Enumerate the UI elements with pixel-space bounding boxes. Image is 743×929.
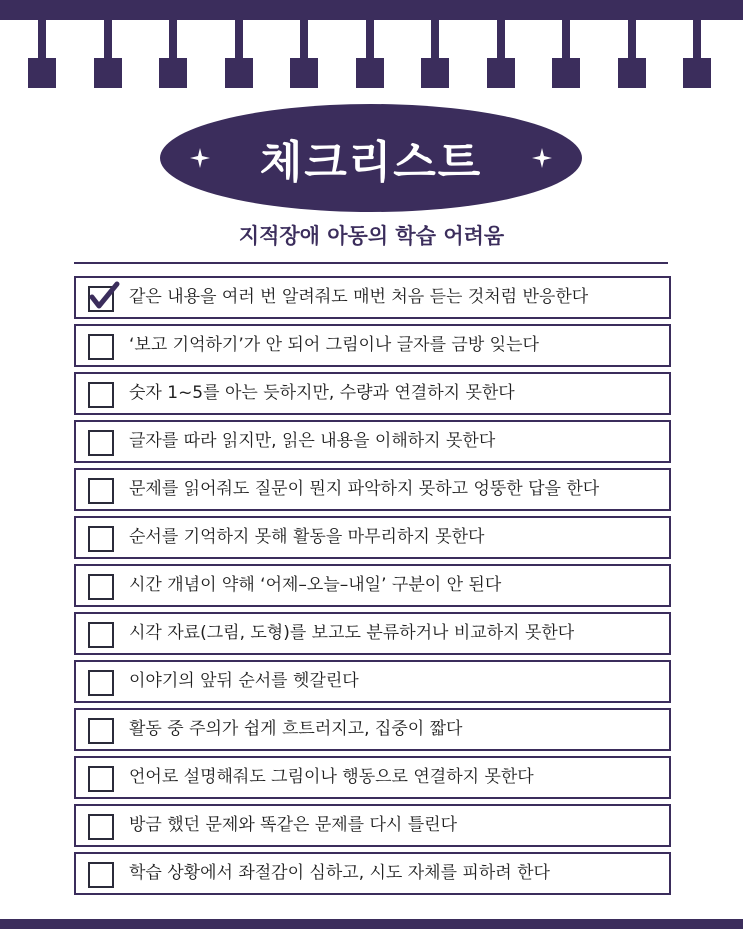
checklist-item[interactable] bbox=[74, 756, 671, 799]
checklist-item-label: 순서를 기억하지 못해 활동을 마무리하지 못한다 bbox=[129, 527, 485, 547]
checklist-item[interactable] bbox=[74, 420, 671, 463]
checkbox[interactable] bbox=[88, 814, 114, 840]
sparkle-icon bbox=[532, 148, 552, 168]
checklist-item[interactable] bbox=[74, 276, 671, 319]
checklist-item-label: 학습 상황에서 좌절감이 심하고, 시도 자체를 피하려 한다 bbox=[129, 863, 550, 883]
peg-decoration bbox=[290, 18, 318, 88]
checklist-item-label: 시각 자료(그림, 도형)를 보고도 분류하거나 비교하지 못한다 bbox=[129, 623, 575, 643]
checklist-item[interactable] bbox=[74, 852, 671, 895]
sparkle-icon bbox=[190, 148, 210, 168]
peg-decoration bbox=[421, 18, 449, 88]
checklist-item[interactable] bbox=[74, 708, 671, 751]
checklist-item-label: 활동 중 주의가 쉽게 흐트러지고, 집중이 짧다 bbox=[129, 719, 463, 739]
checklist-item-label: ‘보고 기억하기’가 안 되어 그림이나 글자를 금방 잊는다 bbox=[129, 335, 539, 355]
checklist-item[interactable] bbox=[74, 804, 671, 847]
checkbox[interactable] bbox=[88, 334, 114, 360]
checkbox[interactable] bbox=[88, 526, 114, 552]
page-title: 체크리스트 bbox=[259, 137, 483, 188]
peg-decoration bbox=[356, 18, 384, 88]
checklist-item[interactable] bbox=[74, 516, 671, 559]
peg-decoration bbox=[28, 18, 56, 88]
checkmark-icon bbox=[86, 280, 120, 314]
checklist-item[interactable] bbox=[74, 324, 671, 367]
bottom-banner-bar bbox=[0, 919, 743, 929]
checklist-item[interactable] bbox=[74, 612, 671, 655]
checkbox[interactable] bbox=[88, 862, 114, 888]
checkbox[interactable] bbox=[88, 478, 114, 504]
checklist-item-label: 글자를 따라 읽지만, 읽은 내용을 이해하지 못한다 bbox=[129, 431, 496, 451]
peg-decoration bbox=[552, 18, 580, 88]
checkbox[interactable] bbox=[88, 622, 114, 648]
checklist-item[interactable] bbox=[74, 468, 671, 511]
checklist-item-label: 같은 내용을 여러 번 알려줘도 매번 처음 듣는 것처럼 반응한다 bbox=[129, 287, 589, 307]
checkbox[interactable] bbox=[88, 430, 114, 456]
checkbox[interactable] bbox=[88, 766, 114, 792]
peg-decoration bbox=[94, 18, 122, 88]
checkbox[interactable] bbox=[88, 574, 114, 600]
checklist-item-label: 시간 개념이 약해 ‘어제–오늘–내일’ 구분이 안 된다 bbox=[129, 575, 502, 595]
checklist-item[interactable] bbox=[74, 660, 671, 703]
checklist-item[interactable] bbox=[74, 372, 671, 415]
peg-decoration bbox=[618, 18, 646, 88]
checklist-item-label: 방금 했던 문제와 똑같은 문제를 다시 틀린다 bbox=[129, 815, 458, 835]
checkbox[interactable] bbox=[88, 382, 114, 408]
checkbox[interactable] bbox=[88, 670, 114, 696]
peg-decoration bbox=[159, 18, 187, 88]
peg-decoration bbox=[487, 18, 515, 88]
checklist-item-label: 이야기의 앞뒤 순서를 헷갈린다 bbox=[129, 671, 359, 691]
top-banner-bar bbox=[0, 0, 743, 20]
checklist-item-label: 언어로 설명해줘도 그림이나 행동으로 연결하지 못한다 bbox=[129, 767, 534, 787]
page-subtitle: 지적장애 아동의 학습 어려움 bbox=[238, 224, 505, 248]
checkbox[interactable] bbox=[88, 718, 114, 744]
checklist-item-label: 문제를 읽어줘도 질문이 뭔지 파악하지 못하고 엉뚱한 답을 한다 bbox=[129, 479, 600, 499]
title-badge bbox=[160, 104, 582, 212]
checklist bbox=[74, 276, 671, 900]
divider bbox=[74, 262, 668, 264]
peg-decoration bbox=[225, 18, 253, 88]
checklist-item-label: 숫자 1~5를 아는 듯하지만, 수량과 연결하지 못한다 bbox=[129, 383, 515, 403]
checklist-item[interactable] bbox=[74, 564, 671, 607]
peg-decoration bbox=[683, 18, 711, 88]
